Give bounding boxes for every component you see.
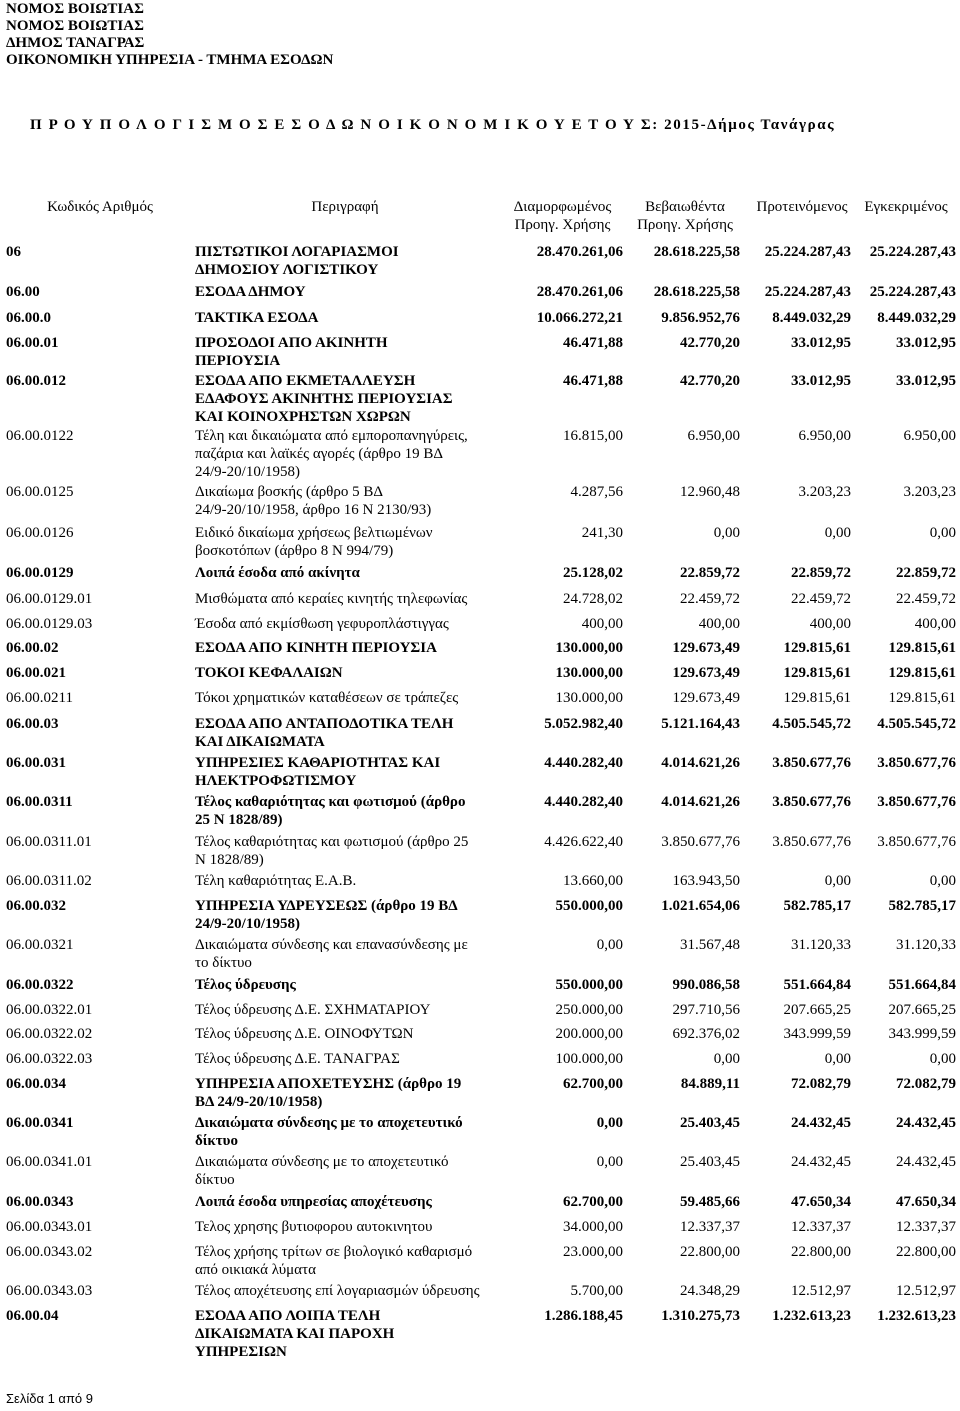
row-description <box>195 615 525 633</box>
row-description <box>195 664 525 682</box>
row-description <box>195 564 525 582</box>
value-formed-prev-year: 4.440.282,40 <box>544 794 623 810</box>
row-description-line: Τελος χρησης βυτιοφορου αυτοκινητου <box>195 1219 433 1235</box>
budget-title: Π Ρ Ο Υ Π Ο Λ Ο Γ Ι Σ Μ Ο Σ Ε Σ Ο Δ Ω Ν Ο Ι Κ Ο Ν Ο Μ Ι Κ Ο Υ Ε Τ Ο Υ Σ: 2015-Δήμος Τανάγρας <box>30 117 836 133</box>
row-description <box>195 1218 525 1236</box>
row-code: 06.00.0343.02 <box>6 1244 93 1260</box>
column-header-line: Βεβαιωθέντα <box>645 199 725 215</box>
value-approved: 72.082,79 <box>896 1076 956 1092</box>
row-description <box>195 1282 525 1300</box>
row-description-line: ΠΕΡΙΟΥΣΙΑ <box>195 353 281 369</box>
row-description-line: Δικαιώματα σύνδεσης με το αποχετευτικό <box>195 1154 449 1170</box>
value-confirmed-prev-year: 4.014.621,26 <box>661 755 740 771</box>
row-description-line: ΕΣΟΔΑ ΔΗΜΟΥ <box>195 284 306 300</box>
row-description <box>195 715 525 751</box>
value-formed-prev-year: 4.440.282,40 <box>544 755 623 771</box>
value-confirmed-prev-year: 4.014.621,26 <box>661 794 740 810</box>
value-approved: 47.650,34 <box>896 1194 956 1210</box>
value-formed-prev-year: 28.470.261,06 <box>536 244 623 260</box>
value-proposed: 12.512,97 <box>791 1283 851 1299</box>
row-description <box>195 1050 525 1068</box>
row-description-line: ΕΣΟΔΑ ΑΠΟ ΕΚΜΕΤΑΛΛΕΥΣΗ <box>195 373 416 389</box>
value-formed-prev-year: 62.700,00 <box>563 1076 623 1092</box>
row-description <box>195 524 525 560</box>
row-description-line: δίκτυο <box>195 1172 235 1188</box>
value-approved: 3.850.677,76 <box>877 834 956 850</box>
row-code: 06.00.02 <box>6 640 59 656</box>
value-confirmed-prev-year: 28.618.225,58 <box>653 244 740 260</box>
value-formed-prev-year: 130.000,00 <box>555 690 623 706</box>
value-approved: 3.203,23 <box>903 484 956 500</box>
page-footer: Σελίδα 1 από 9 <box>6 1391 93 1406</box>
row-description-line: Δικαιώματα σύνδεσης και επανασύνδεσης με <box>195 937 468 953</box>
value-formed-prev-year: 13.660,00 <box>563 873 623 889</box>
row-description <box>195 1307 525 1361</box>
row-description-line: ΔΗΜΟΣΙΟΥ ΛΟΓΙΣΤΙΚΟΥ <box>195 262 379 278</box>
row-description-line: ΗΛΕΚΤΡΟΦΩΤΙΣΜΟΥ <box>195 773 357 789</box>
value-approved: 0,00 <box>929 525 956 541</box>
header-line: ΝΟΜΟΣ ΒΟΙΩΤΙΑΣ <box>6 18 144 34</box>
row-code: 06.00.0322 <box>6 977 74 993</box>
value-approved: 22.459,72 <box>896 591 956 607</box>
row-description-line: από οικιακά λύματα <box>195 1262 316 1278</box>
value-formed-prev-year: 46.471,88 <box>563 335 623 351</box>
value-approved: 24.432,45 <box>896 1154 956 1170</box>
row-code: 06.00.0311 <box>6 794 73 810</box>
value-approved: 4.505.545,72 <box>877 716 956 732</box>
row-description-line: Ειδικό δικαίωμα χρήσεως βελτιωμένων <box>195 525 433 541</box>
value-formed-prev-year: 0,00 <box>596 1154 623 1170</box>
row-description-line: Δικαιώματα σύνδεσης με το αποχετευτικό <box>195 1115 463 1131</box>
row-code: 06.00.012 <box>6 373 66 389</box>
value-formed-prev-year: 46.471,88 <box>563 373 623 389</box>
column-header-line: Προτεινόμενος <box>756 199 848 215</box>
value-approved: 343.999,59 <box>888 1026 956 1042</box>
value-proposed: 551.664,84 <box>783 977 851 993</box>
row-description-line: Τέλη και δικαιώματα από εμποροπανηγύρεις, <box>195 428 468 444</box>
column-header-line: Κωδικός Αριθμός <box>47 199 153 215</box>
value-formed-prev-year: 400,00 <box>581 616 623 632</box>
value-formed-prev-year: 34.000,00 <box>563 1219 623 1235</box>
value-formed-prev-year: 241,30 <box>581 525 623 541</box>
value-approved: 22.800,00 <box>896 1244 956 1260</box>
row-code: 06.00.0343.03 <box>6 1283 93 1299</box>
row-description-line: ΤΑΚΤΙΚΑ ΕΣΟΔΑ <box>195 310 319 326</box>
row-description-line: Έσοδα από εκμίσθωση γεφυροπλάστιγγας <box>195 616 449 632</box>
value-formed-prev-year: 1.286.188,45 <box>544 1308 623 1324</box>
row-code: 06.00.0129 <box>6 565 74 581</box>
row-description-line: παζάρια και λαϊκές αγορές (άρθρο 19 ΒΔ <box>195 446 443 462</box>
value-proposed: 129.815,61 <box>783 665 851 681</box>
value-formed-prev-year: 0,00 <box>596 1115 623 1131</box>
row-code: 06 <box>6 244 21 260</box>
row-description <box>195 936 525 972</box>
value-confirmed-prev-year: 22.859,72 <box>680 565 740 581</box>
value-approved: 0,00 <box>929 873 956 889</box>
value-approved: 22.859,72 <box>896 565 956 581</box>
row-description <box>195 754 525 790</box>
value-confirmed-prev-year: 42.770,20 <box>680 335 740 351</box>
value-proposed: 3.850.677,76 <box>772 834 851 850</box>
row-description <box>195 833 525 869</box>
value-approved: 25.224.287,43 <box>869 284 956 300</box>
row-description-line: ΒΔ 24/9-20/10/1958) <box>195 1094 323 1110</box>
value-formed-prev-year: 62.700,00 <box>563 1194 623 1210</box>
row-description <box>195 1193 525 1211</box>
value-approved: 12.512,97 <box>896 1283 956 1299</box>
value-confirmed-prev-year: 28.618.225,58 <box>653 284 740 300</box>
row-description <box>195 309 525 327</box>
row-description-line: Λοιπά έσοδα υπηρεσίας αποχέτευσης <box>195 1194 432 1210</box>
value-formed-prev-year: 5.700,00 <box>570 1283 623 1299</box>
row-description <box>195 639 525 657</box>
row-code: 06.00.034 <box>6 1076 66 1092</box>
value-proposed: 47.650,34 <box>791 1194 851 1210</box>
value-proposed: 3.850.677,76 <box>772 755 851 771</box>
row-description-line: Τέλος καθαριότητας και φωτισμού (άρθρο 25 <box>195 834 469 850</box>
value-confirmed-prev-year: 129.673,49 <box>672 690 740 706</box>
value-confirmed-prev-year: 24.348,29 <box>680 1283 740 1299</box>
row-description-line: δίκτυο <box>195 1133 238 1149</box>
row-description-line: ΤΟΚΟΙ ΚΕΦΑΛΑΙΩΝ <box>195 665 343 681</box>
row-description-line: Τέλος ύδρευσης Δ.Ε. ΣΧΗΜΑΤΑΡΙΟΥ <box>195 1002 431 1018</box>
value-formed-prev-year: 24.728,02 <box>563 591 623 607</box>
row-code: 06.00.0322.03 <box>6 1051 93 1067</box>
row-code: 06.00.0122 <box>6 428 74 444</box>
row-description <box>195 590 525 608</box>
row-description <box>195 793 525 829</box>
value-proposed: 0,00 <box>824 873 851 889</box>
value-formed-prev-year: 4.287,56 <box>570 484 623 500</box>
row-code: 06.00.04 <box>6 1308 59 1324</box>
value-proposed: 33.012,95 <box>791 373 851 389</box>
value-approved: 24.432,45 <box>896 1115 956 1131</box>
row-description-line: ΥΠΗΡΕΣΙΕΣ ΚΑΘΑΡΙΟΤΗΤΑΣ ΚΑΙ <box>195 755 441 771</box>
value-formed-prev-year: 16.815,00 <box>563 428 623 444</box>
value-proposed: 22.859,72 <box>791 565 851 581</box>
value-proposed: 3.203,23 <box>798 484 851 500</box>
row-description-line: Τέλος καθαριότητας και φωτισμού (άρθρο <box>195 794 466 810</box>
value-approved: 3.850.677,76 <box>877 755 956 771</box>
row-code: 06.00.0211 <box>6 690 73 706</box>
value-approved: 129.815,61 <box>888 640 956 656</box>
row-description-line: 24/9-20/10/1958) <box>195 464 300 480</box>
row-code: 06.00.0 <box>6 310 51 326</box>
value-approved: 3.850.677,76 <box>877 794 956 810</box>
value-confirmed-prev-year: 129.673,49 <box>672 640 740 656</box>
header-line: ΟΙΚΟΝΟΜΙΚΗ ΥΠΗΡΕΣΙΑ - ΤΜΗΜΑ ΕΣΟΔΩΝ <box>6 52 334 68</box>
row-code: 06.00.01 <box>6 335 59 351</box>
row-description-line: Μισθώματα από κεραίες κινητής τηλεφωνίας <box>195 591 468 607</box>
column-header-description <box>290 198 400 216</box>
row-code: 06.00.0321 <box>6 937 74 953</box>
value-approved: 33.012,95 <box>896 335 956 351</box>
value-approved: 207.665,25 <box>888 1002 956 1018</box>
row-code: 06.00.0129.03 <box>6 616 93 632</box>
value-proposed: 400,00 <box>809 616 851 632</box>
row-description <box>195 689 525 707</box>
value-formed-prev-year: 550.000,00 <box>555 977 623 993</box>
row-description <box>195 872 525 890</box>
row-description-line: Δικαίωμα βοσκής (άρθρο 5 ΒΔ <box>195 484 383 500</box>
value-proposed: 582.785,17 <box>783 898 851 914</box>
value-proposed: 22.800,00 <box>791 1244 851 1260</box>
row-code: 06.00.0129.01 <box>6 591 93 607</box>
column-header-col2 <box>626 198 744 234</box>
value-approved: 25.224.287,43 <box>869 244 956 260</box>
row-description <box>195 283 525 301</box>
value-confirmed-prev-year: 129.673,49 <box>672 665 740 681</box>
value-confirmed-prev-year: 0,00 <box>713 1051 740 1067</box>
row-code: 06.00.0341 <box>6 1115 74 1131</box>
value-confirmed-prev-year: 59.485,66 <box>680 1194 740 1210</box>
row-code: 06.00.0311.01 <box>6 834 92 850</box>
row-code: 06.00.031 <box>6 755 66 771</box>
row-code: 06.00.0343 <box>6 1194 74 1210</box>
value-proposed: 22.459,72 <box>791 591 851 607</box>
row-description-line: Λοιπά έσοδα από ακίνητα <box>195 565 360 581</box>
row-description-line: ΔΙΚΑΙΩΜΑΤΑ ΚΑΙ ΠΑΡΟΧΗ <box>195 1326 395 1342</box>
row-description-line: ΚΑΙ ΔΙΚΑΙΩΜΑΤΑ <box>195 734 325 750</box>
value-formed-prev-year: 250.000,00 <box>555 1002 623 1018</box>
row-code: 06.00.0125 <box>6 484 74 500</box>
value-proposed: 31.120,33 <box>791 937 851 953</box>
value-formed-prev-year: 0,00 <box>596 937 623 953</box>
value-confirmed-prev-year: 6.950,00 <box>687 428 740 444</box>
row-description-line: ΥΠΗΡΕΣΙΩΝ <box>195 1344 287 1360</box>
row-description-line: 24/9-20/10/1958) <box>195 916 300 932</box>
row-description-line: ΥΠΗΡΕΣΙΑ ΑΠΟΧΕΤΕΥΣΗΣ (άρθρο 19 <box>195 1076 462 1092</box>
value-confirmed-prev-year: 42.770,20 <box>680 373 740 389</box>
value-formed-prev-year: 130.000,00 <box>555 665 623 681</box>
column-header-line: Προηγ. Χρήσης <box>637 217 733 233</box>
row-description <box>195 1001 525 1019</box>
value-formed-prev-year: 550.000,00 <box>555 898 623 914</box>
value-proposed: 1.232.613,23 <box>772 1308 851 1324</box>
value-proposed: 12.337,37 <box>791 1219 851 1235</box>
row-description-line: Τέλος ύδρευσης <box>195 977 296 993</box>
value-confirmed-prev-year: 9.856.952,76 <box>661 310 740 326</box>
column-header-col3 <box>746 198 858 216</box>
value-approved: 31.120,33 <box>896 937 956 953</box>
row-description <box>195 243 525 279</box>
row-description <box>195 1025 525 1043</box>
value-approved: 0,00 <box>929 1051 956 1067</box>
value-confirmed-prev-year: 22.800,00 <box>680 1244 740 1260</box>
row-description-line: Τέλος αποχέτευσης επί λογαριασμών ύδρευσης <box>195 1283 480 1299</box>
value-approved: 1.232.613,23 <box>877 1308 956 1324</box>
row-description <box>195 372 525 426</box>
value-formed-prev-year: 25.128,02 <box>563 565 623 581</box>
row-description <box>195 483 525 519</box>
value-confirmed-prev-year: 25.403,45 <box>680 1115 740 1131</box>
value-formed-prev-year: 4.426.622,40 <box>544 834 623 850</box>
row-description-line: ΥΠΗΡΕΣΙΑ ΥΔΡΕΥΣΕΩΣ (άρθρο 19 ΒΔ <box>195 898 458 914</box>
row-description <box>195 976 525 994</box>
value-confirmed-prev-year: 5.121.164,43 <box>661 716 740 732</box>
row-code: 06.00 <box>6 284 40 300</box>
column-header-line: Διαμορφωμένος <box>513 199 612 215</box>
value-approved: 8.449.032,29 <box>877 310 956 326</box>
value-confirmed-prev-year: 12.960,48 <box>680 484 740 500</box>
value-formed-prev-year: 10.066.272,21 <box>536 310 623 326</box>
row-code: 06.00.0343.01 <box>6 1219 93 1235</box>
value-approved: 400,00 <box>914 616 956 632</box>
value-proposed: 129.815,61 <box>783 690 851 706</box>
value-confirmed-prev-year: 163.943,50 <box>672 873 740 889</box>
row-description-line: βοσκοτόπων (άρθρο 8 Ν 994/79) <box>195 543 394 559</box>
row-code: 06.00.032 <box>6 898 66 914</box>
value-formed-prev-year: 28.470.261,06 <box>536 284 623 300</box>
row-description-line: ΠΙΣΤΩΤΙΚΟΙ ΛΟΓΑΡΙΑΣΜΟΙ <box>195 244 399 260</box>
value-confirmed-prev-year: 1.310.275,73 <box>661 1308 740 1324</box>
value-proposed: 3.850.677,76 <box>772 794 851 810</box>
value-proposed: 25.224.287,43 <box>764 244 851 260</box>
value-proposed: 343.999,59 <box>783 1026 851 1042</box>
column-header-line: Περιγραφή <box>311 199 379 215</box>
value-confirmed-prev-year: 84.889,11 <box>680 1076 740 1092</box>
row-code: 06.00.0341.01 <box>6 1154 93 1170</box>
row-code: 06.00.0126 <box>6 525 74 541</box>
value-approved: 129.815,61 <box>888 690 956 706</box>
value-confirmed-prev-year: 12.337,37 <box>680 1219 740 1235</box>
row-description <box>195 427 525 481</box>
value-approved: 33.012,95 <box>896 373 956 389</box>
row-description-line: Τέλος ύδρευσης Δ.Ε. ΤΑΝΑΓΡΑΣ <box>195 1051 400 1067</box>
value-confirmed-prev-year: 0,00 <box>713 525 740 541</box>
column-header-line: Εγκεκριμένος <box>864 199 948 215</box>
row-description-line: το δίκτυο <box>195 955 252 971</box>
row-description-line: ΕΣΟΔΑ ΑΠΟ ΚΙΝΗΤΗ ΠΕΡΙΟΥΣΙΑ <box>195 640 437 656</box>
value-confirmed-prev-year: 692.376,02 <box>672 1026 740 1042</box>
row-description-line: 24/9-20/10/1958, άρθρο 16 Ν 2130/93) <box>195 502 432 518</box>
value-proposed: 25.224.287,43 <box>764 284 851 300</box>
value-proposed: 207.665,25 <box>783 1002 851 1018</box>
value-proposed: 72.082,79 <box>791 1076 851 1092</box>
row-code: 06.00.021 <box>6 665 66 681</box>
value-confirmed-prev-year: 25.403,45 <box>680 1154 740 1170</box>
row-code: 06.00.0311.02 <box>6 873 92 889</box>
value-proposed: 129.815,61 <box>783 640 851 656</box>
column-header-code <box>20 198 180 216</box>
value-proposed: 0,00 <box>824 1051 851 1067</box>
header-line: ΔΗΜΟΣ ΤΑΝΑΓΡΑΣ <box>6 35 145 51</box>
row-description-line: ΕΣΟΔΑ ΑΠΟ ΛΟΙΠΑ ΤΕΛΗ <box>195 1308 381 1324</box>
column-header-line: Προηγ. Χρήσης <box>514 217 611 233</box>
value-formed-prev-year: 130.000,00 <box>555 640 623 656</box>
row-description-line: ΠΡΟΣΟΔΟΙ ΑΠΟ ΑΚΙΝΗΤΗ <box>195 335 388 351</box>
value-proposed: 24.432,45 <box>791 1115 851 1131</box>
row-code: 06.00.03 <box>6 716 59 732</box>
value-proposed: 6.950,00 <box>798 428 851 444</box>
value-confirmed-prev-year: 1.021.654,06 <box>661 898 740 914</box>
column-header-col1 <box>500 198 625 234</box>
row-description-line: Ν 1828/89) <box>195 852 264 868</box>
value-confirmed-prev-year: 22.459,72 <box>680 591 740 607</box>
row-description <box>195 897 525 933</box>
value-confirmed-prev-year: 400,00 <box>698 616 740 632</box>
value-approved: 129.815,61 <box>888 665 956 681</box>
column-header-col4 <box>852 198 960 216</box>
row-description-line: 25 Ν 1828/89) <box>195 812 283 828</box>
value-proposed: 4.505.545,72 <box>772 716 851 732</box>
value-confirmed-prev-year: 297.710,56 <box>672 1002 740 1018</box>
row-description <box>195 1114 525 1150</box>
value-approved: 6.950,00 <box>903 428 956 444</box>
row-code: 06.00.0322.01 <box>6 1002 93 1018</box>
value-confirmed-prev-year: 990.086,58 <box>672 977 740 993</box>
row-description <box>195 1153 525 1189</box>
value-formed-prev-year: 5.052.982,40 <box>544 716 623 732</box>
value-proposed: 33.012,95 <box>791 335 851 351</box>
value-formed-prev-year: 200.000,00 <box>555 1026 623 1042</box>
value-formed-prev-year: 23.000,00 <box>563 1244 623 1260</box>
value-approved: 582.785,17 <box>888 898 956 914</box>
header-line: ΝΟΜΟΣ ΒΟΙΩΤΙΑΣ <box>6 1 144 17</box>
row-description-line: Τέλη καθαριότητας Ε.Α.Β. <box>195 873 357 889</box>
row-description-line: Τέλος ύδρευσης Δ.Ε. ΟΙΝΟΦΥΤΩΝ <box>195 1026 414 1042</box>
value-confirmed-prev-year: 31.567,48 <box>680 937 740 953</box>
row-description-line: ΚΑΙ ΚΟΙΝΟΧΡΗΣΤΩΝ ΧΩΡΩΝ <box>195 409 411 425</box>
row-description-line: ΕΣΟΔΑ ΑΠΟ ΑΝΤΑΠΟΔΟΤΙΚΑ ΤΕΛΗ <box>195 716 454 732</box>
value-approved: 551.664,84 <box>888 977 956 993</box>
row-description-line: ΕΔΑΦΟΥΣ ΑΚΙΝΗΤΗΣ ΠΕΡΙΟΥΣΙΑΣ <box>195 391 453 407</box>
value-proposed: 24.432,45 <box>791 1154 851 1170</box>
row-description-line: Τόκοι χρηματικών καταθέσεων σε τράπεζες <box>195 690 459 706</box>
value-proposed: 0,00 <box>824 525 851 541</box>
value-proposed: 8.449.032,29 <box>772 310 851 326</box>
value-confirmed-prev-year: 3.850.677,76 <box>661 834 740 850</box>
value-formed-prev-year: 100.000,00 <box>555 1051 623 1067</box>
row-description-line: Τέλος χρήσης τρίτων σε βιολογικό καθαρισμό <box>195 1244 473 1260</box>
row-code: 06.00.0322.02 <box>6 1026 93 1042</box>
row-description <box>195 1243 525 1279</box>
row-description <box>195 334 525 370</box>
value-approved: 12.337,37 <box>896 1219 956 1235</box>
row-description <box>195 1075 525 1111</box>
